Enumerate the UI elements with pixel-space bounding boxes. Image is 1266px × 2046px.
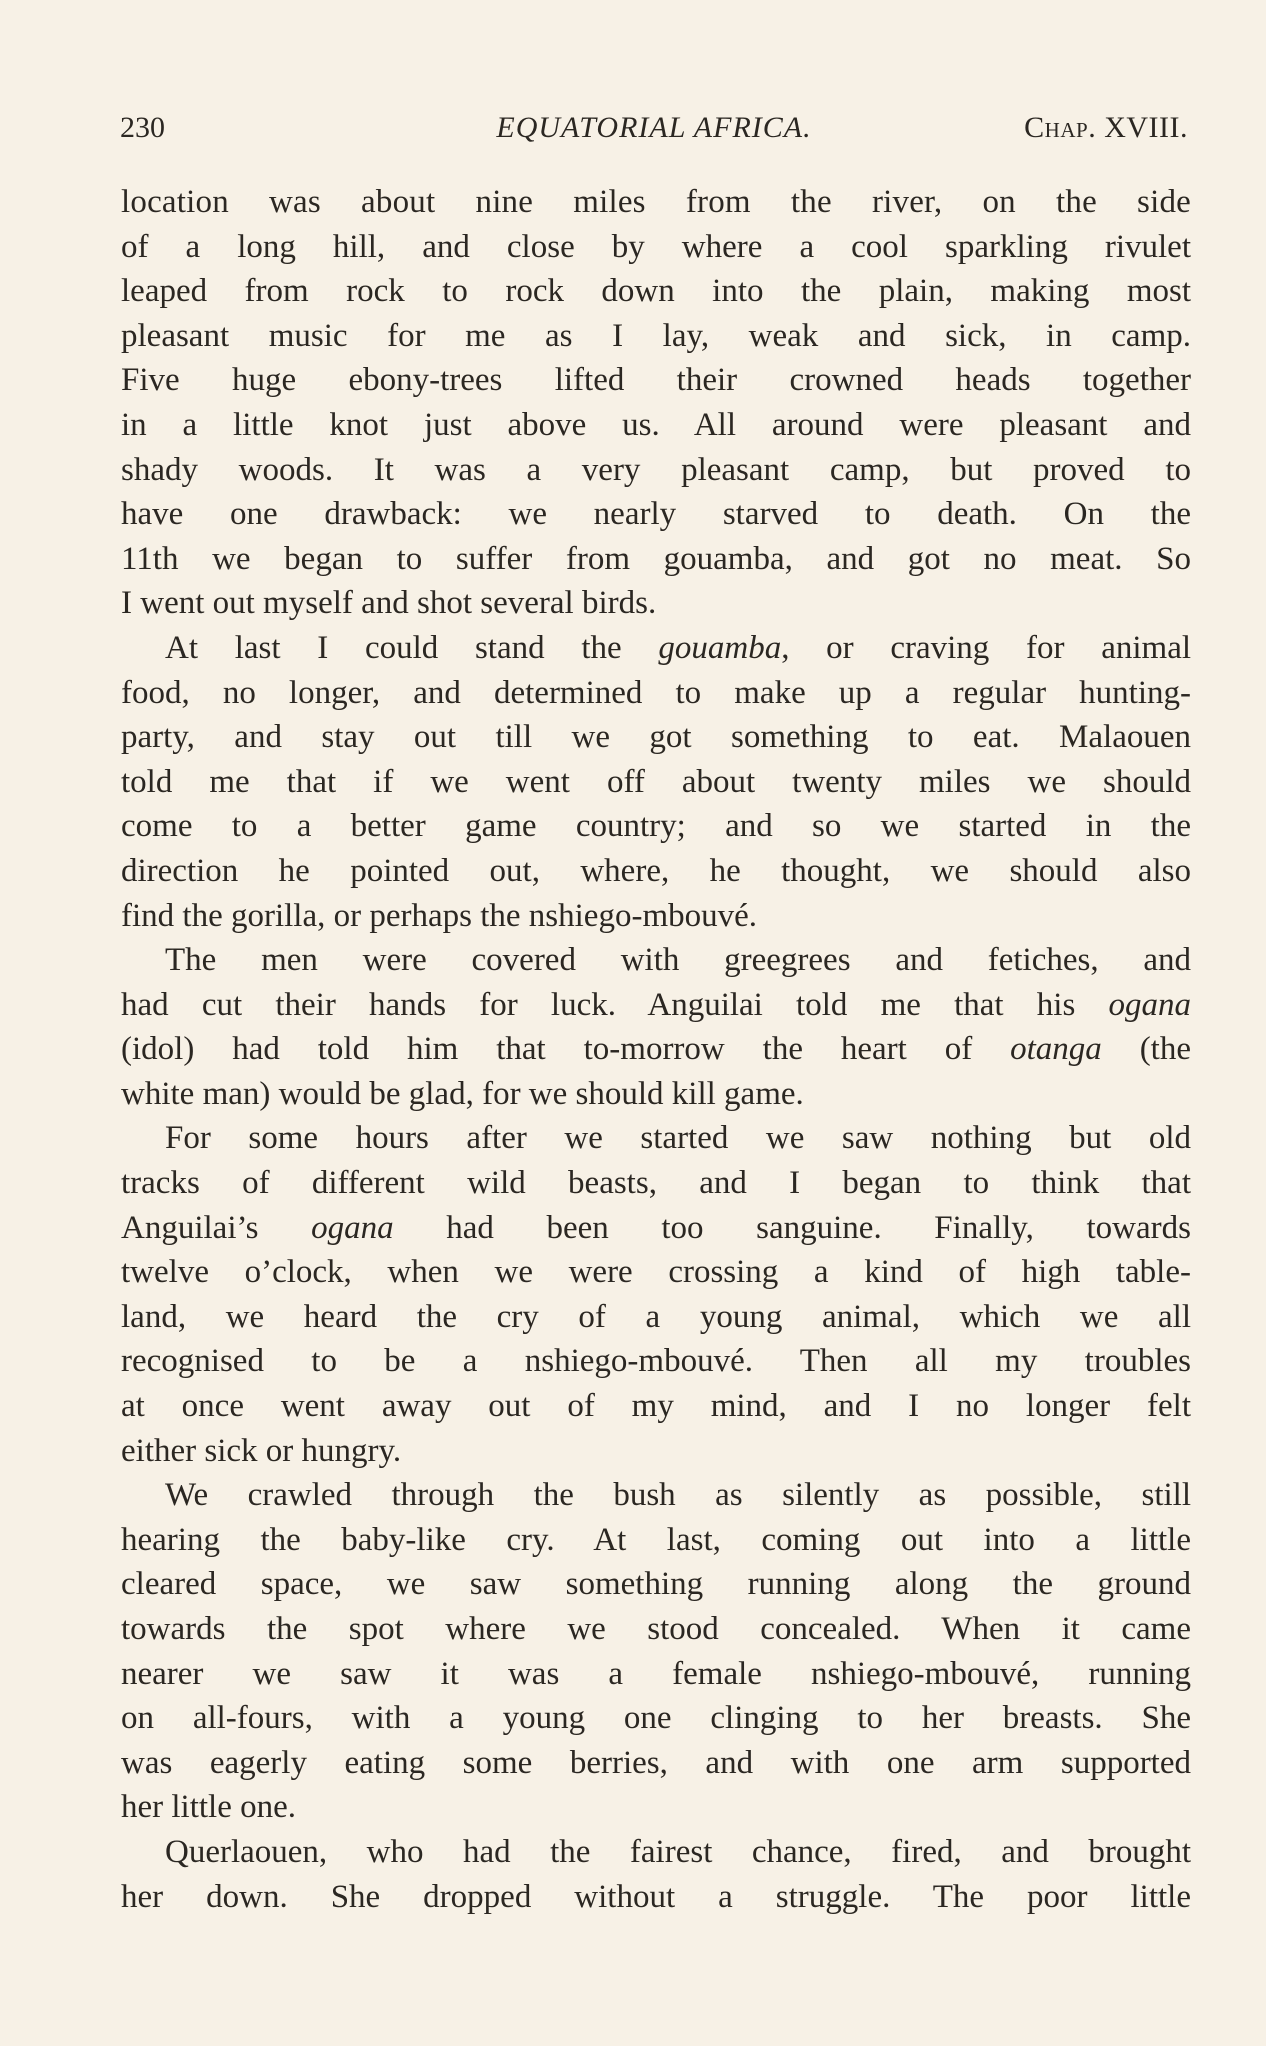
text-line: (idol) had told him that to-morrow the heart of otanga (the xyxy=(121,1031,1191,1068)
text-line: of a long hill, and close by where a cool sparkling rivulet xyxy=(121,228,1191,265)
text-line: either sick or hungry. xyxy=(121,1432,402,1469)
text-line: twelve o’clock, when we were crossing a kind of high table- xyxy=(121,1254,1191,1291)
text-line: her down. She dropped without a struggle. The poor little xyxy=(121,1878,1191,1915)
text-line: At last I could stand the gouamba, or craving for animal xyxy=(165,629,1191,666)
text-line: direction he pointed out, where, he thought, we should also xyxy=(121,852,1191,889)
text-line: pleasant music for me as I lay, weak and sick, in camp. xyxy=(121,317,1191,354)
italic-term: ogana xyxy=(1108,986,1191,1023)
page-number: 230 xyxy=(120,111,165,144)
text-line: cleared space, we saw something running along the ground xyxy=(121,1566,1191,1603)
text-line: white man) would be glad, for we should kill game. xyxy=(121,1075,804,1112)
text-line: shady woods. It was a very pleasant camp, but proved to xyxy=(121,451,1191,488)
text-line: We crawled through the bush as silently as possible, still xyxy=(165,1477,1191,1514)
italic-term: gouamba xyxy=(658,629,782,666)
italic-term: ogana xyxy=(311,1209,394,1246)
text-line: had cut their hands for luck. Anguilai told me that his ogana xyxy=(121,986,1191,1023)
text-line: location was about nine miles from the river, on the side xyxy=(121,184,1191,220)
running-title: EQUATORIAL AFRICA. xyxy=(496,111,812,144)
text-line: 11th we began to suffer from gouamba, and got no meat. So xyxy=(121,540,1191,577)
text-line: at once went away out of my mind, and I no longer felt xyxy=(121,1388,1191,1425)
italic-term: otanga xyxy=(1010,1031,1102,1068)
text-line: was eagerly eating some berries, and with one arm supported xyxy=(121,1744,1191,1781)
text-line: come to a better game country; and so we started in the xyxy=(121,808,1191,845)
text-line: I went out myself and shot several birds. xyxy=(121,585,657,622)
text-line: recognised to be a nshiego-mbouvé. Then all my troubles xyxy=(121,1343,1191,1380)
text-line: hearing the baby-like cry. At last, coming out into a little xyxy=(121,1521,1191,1558)
text-line: nearer we saw it was a female nshiego-mbouvé, running xyxy=(121,1655,1191,1692)
text-line: Querlaouen, who had the fairest chance, fired, and brought xyxy=(165,1833,1191,1870)
text-line: For some hours after we started we saw nothing but old xyxy=(165,1120,1191,1157)
text-line: leaped from rock to rock down into the plain, making most xyxy=(121,273,1191,310)
text-line: food, no longer, and determined to make up a regular hunting- xyxy=(121,674,1191,711)
text-line: The men were covered with greegrees and fetiches, and xyxy=(165,942,1191,979)
chapter-label: Chap. XVIII. xyxy=(1024,111,1188,144)
text-line: in a little knot just above us. All around were pleasant and xyxy=(121,406,1191,443)
text-line: tracks of different wild beasts, and I began to think that xyxy=(121,1165,1191,1202)
text-line: party, and stay out till we got something to eat. Malaouen xyxy=(121,719,1191,756)
body-text xyxy=(121,180,1191,1919)
text-line: Five huge ebony-trees lifted their crowned heads together xyxy=(121,362,1191,399)
text-line: on all-fours, with a young one clinging to her breasts. She xyxy=(121,1700,1191,1737)
text-line: Anguilai’s ogana had been too sanguine. Finally, towards xyxy=(121,1209,1191,1246)
text-line: towards the spot where we stood concealed. When it came xyxy=(121,1611,1191,1647)
text-line: told me that if we went off about twenty miles we should xyxy=(121,763,1191,800)
text-line: her little one. xyxy=(121,1789,297,1826)
text-line: find the gorilla, or perhaps the nshiego-mbouvé. xyxy=(121,897,758,934)
text-line: land, we heard the cry of a young animal, which we all xyxy=(121,1298,1191,1335)
text-line: have one drawback: we nearly starved to death. On the xyxy=(121,496,1191,533)
running-head xyxy=(120,104,1188,152)
